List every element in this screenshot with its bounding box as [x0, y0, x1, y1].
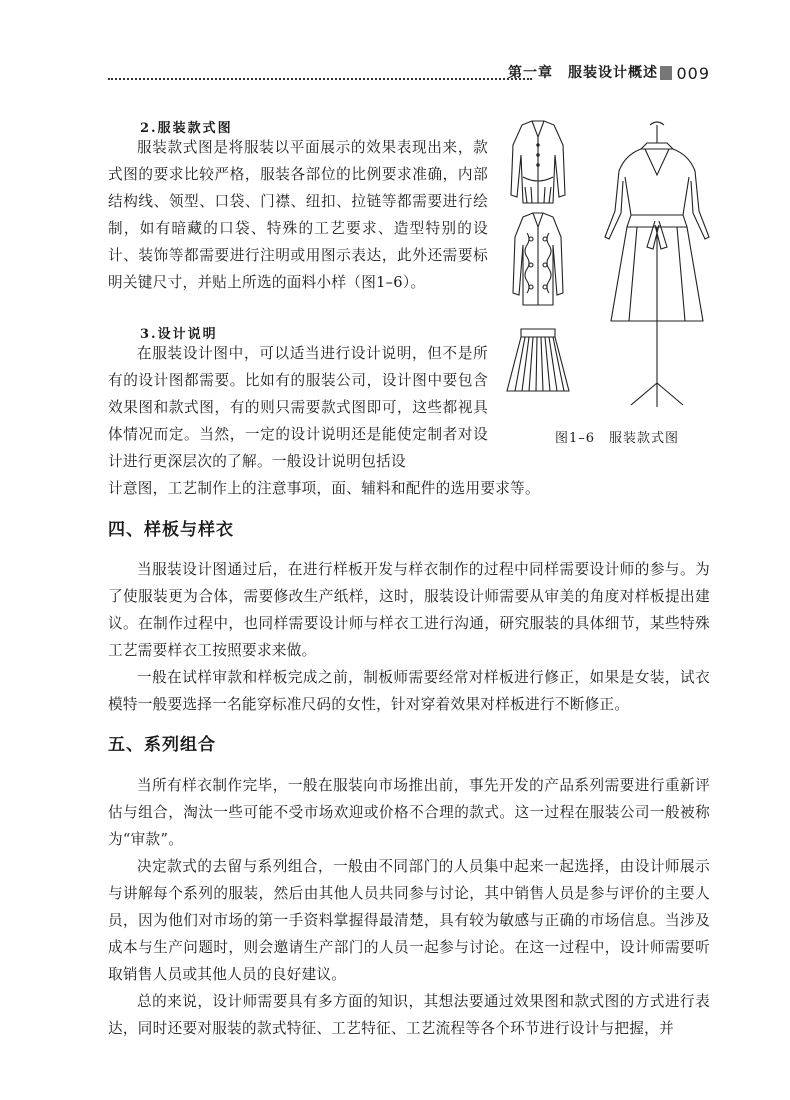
- garment-drawings-illustration: [497, 115, 712, 415]
- page-number: 009: [676, 64, 710, 83]
- dress-on-dress-form-illustration: [605, 122, 709, 407]
- header-dotted-rule: [108, 78, 532, 80]
- figure-garment-drawings: [497, 115, 712, 415]
- paragraph-design-notes-end: 计意图，工艺制作上的注意事项，面、辅料和配件的选用要求等。: [108, 480, 540, 497]
- paragraph-style-drawing: 服装款式图是将服装以平面展示的效果表现出来，款式图的要求比较严格，服装各部位的比例要求准确，内部结构线、领型、口袋、门襟、纽扣、拉链等都需要进行绘制，如有暗藏的口袋、特殊的工艺要求、造型特别的设计、装饰等都需要进行注明或用图示表达，此外还需要标明关键尺寸，并贴上所选的面料小样（图1–6）。: [108, 139, 488, 291]
- section-heading-series-combination: 五、系列组合: [108, 735, 216, 755]
- header-marker-block: [660, 66, 672, 80]
- paragraph-design-notes: 在服装设计图中，可以适当进行设计说明，但不是所有的设计图都需要。比如有的服装公司，设计图中要包含效果图和款式图，有的则只需要款式图即可，这些都视具体情况而定。当然，一定的设计说明还是能使定制者对设计进行更深层次的了解。一般设计说明包括设: [108, 345, 488, 470]
- running-header: [108, 58, 710, 84]
- pleated-skirt-flat-sketch: [507, 329, 569, 391]
- embroidered-jacket-flat-sketch: [513, 213, 563, 305]
- subheading-design-notes: 3.设计说明: [140, 327, 218, 342]
- paragraph-series-combination-3: 总的来说，设计师需要具有多方面的知识，其想法要通过效果图和款式图的方式进行表达，同时还要对服装的款式特征、工艺特征、工艺流程等各个环节进行设计与把握，并: [108, 993, 710, 1037]
- subheading-style-drawing: 2.服装款式图: [140, 121, 233, 136]
- figure-caption: 图1–6 服装款式图: [555, 431, 680, 446]
- paragraph-pattern-sample-1: 当服装设计图通过后，在进行样板开发与样衣制作的过程中同样需要设计师的参与。为了使服装更为合体，需要修改生产纸样，这时，服装设计师需要从审美的角度对样板提出建议。在制作过程中，也同样需要设计师与样衣工进行沟通，研究服装的具体细节，某些特殊工艺需要样衣工按照要求来做。: [108, 561, 710, 659]
- chapter-title: 第一章 服装设计概述: [508, 65, 658, 81]
- paragraph-series-combination-2: 决定款式的去留与系列组合，一般由不同部门的人员集中起来一起选择，由设计师展示与讲解每个系列的服装，然后由其他人员共同参与讨论，其中销售人员是参与评价的主要人员，因为他们对市场的第一手资料掌握得最清楚，具有较为敏感与正确的市场信息。当涉及成本与生产问题时，则会邀请生产部门的人员一起参与讨论。在这一过程中，设计师需要听取销售人员或其他人员的良好建议。: [108, 858, 710, 983]
- section-heading-pattern-sample: 四、样板与样衣: [108, 520, 234, 540]
- blouse-flat-sketch: [511, 121, 565, 203]
- paragraph-pattern-sample-2: 一般在试样审款和样板完成之前，制板师需要经常对样板进行修正，如果是女装，试衣模特一般要选择一名能穿标准尺码的女性，针对穿着效果对样板进行不断修正。: [108, 669, 710, 713]
- paragraph-series-combination-1: 当所有样衣制作完毕，一般在服装向市场推出前，事先开发的产品系列需要进行重新评估与组合，淘汰一些可能不受市场欢迎或价格不合理的款式。这一过程在服装公司一般被称为“审款”。: [108, 777, 710, 848]
